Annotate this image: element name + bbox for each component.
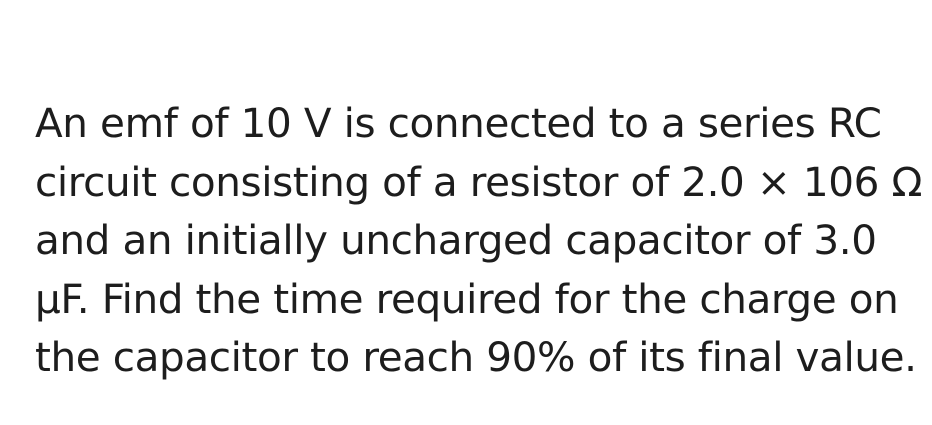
question-line-3: and an initially uncharged capacitor of 3.0 xyxy=(35,216,877,264)
question-line-2: circuit consisting of a resistor of 2.0 × 106 Ω xyxy=(35,157,923,206)
question-line-4: μF. Find the time required for the charge on xyxy=(35,274,899,323)
question-line-5: the capacitor to reach 90% of its final value. xyxy=(35,333,917,381)
question-text xyxy=(35,94,923,387)
question-line-1: An emf of 10 V is connected to a series RC xyxy=(35,99,882,147)
